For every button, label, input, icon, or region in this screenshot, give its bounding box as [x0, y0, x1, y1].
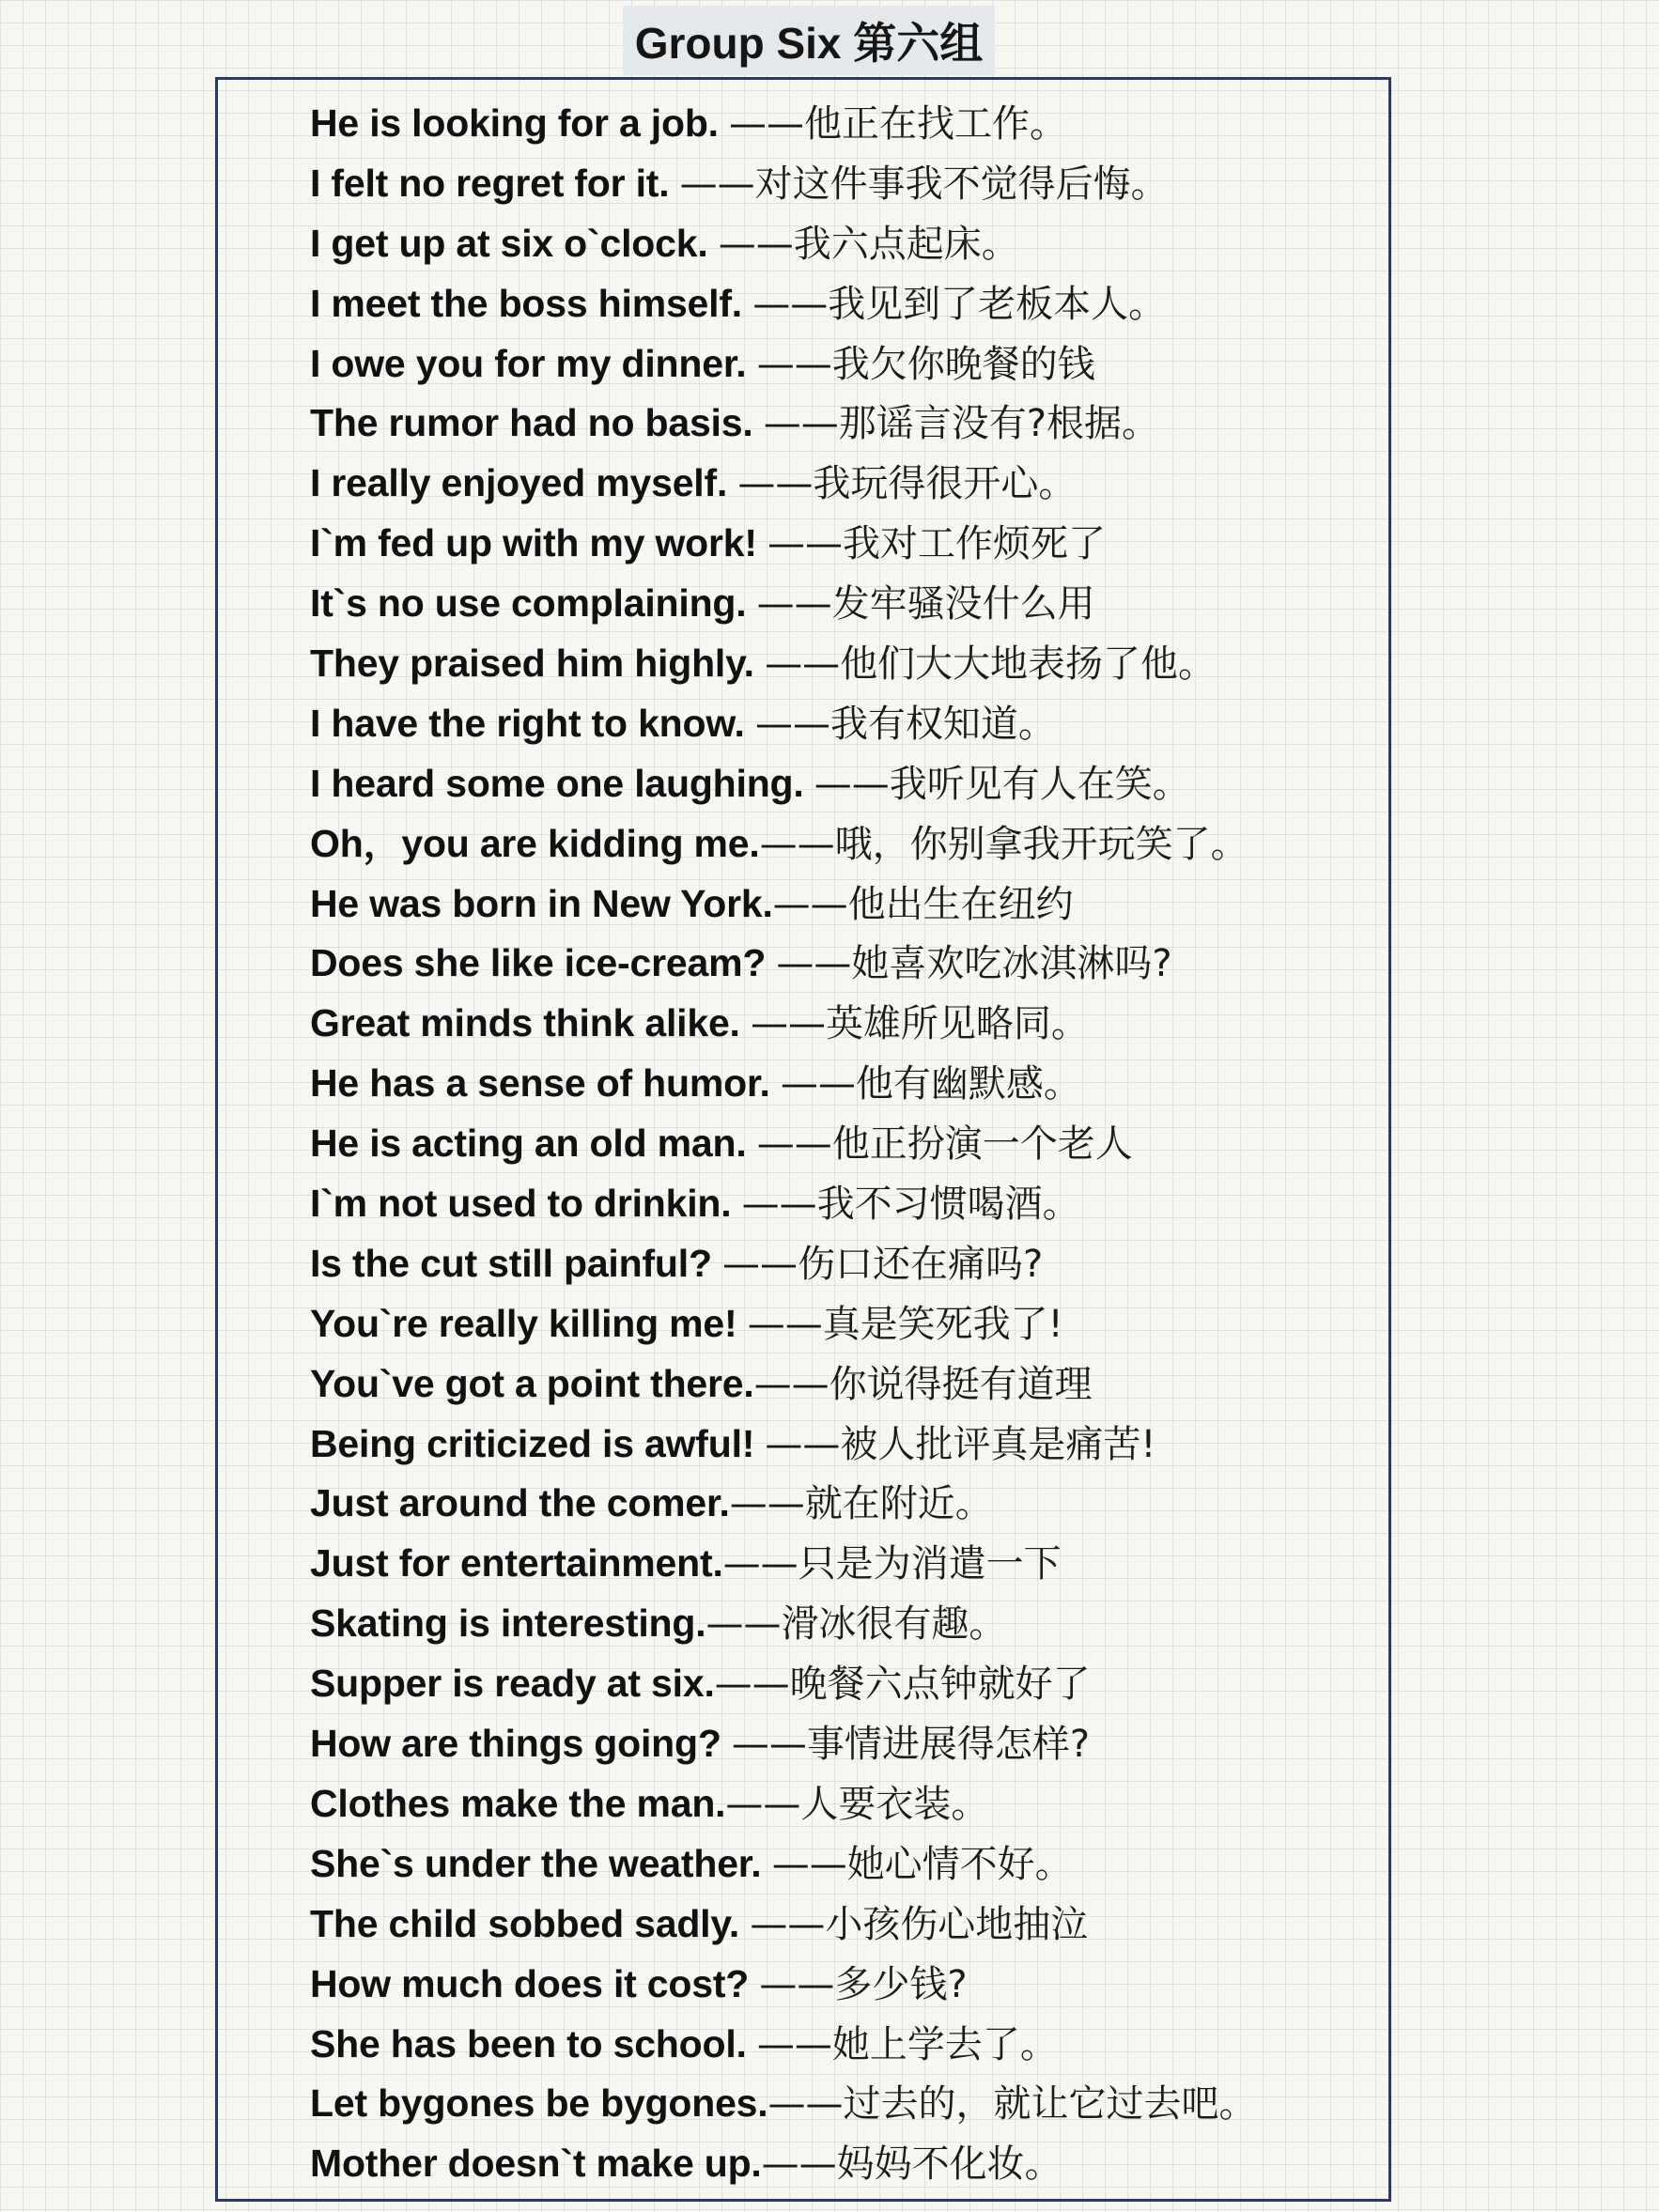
english-sentence: Just around the comer. — [310, 1481, 730, 1525]
page-title: Group Six 第六组 — [623, 6, 995, 75]
phrase-line — [310, 274, 1390, 334]
phrase-line — [310, 2074, 1390, 2134]
english-sentence: Let bygones be bygones. — [310, 2081, 768, 2126]
english-sentence: I get up at six o`clock. — [310, 221, 719, 265]
phrase-line — [310, 754, 1390, 814]
chinese-translation: ——小孩伤心地抽泣 — [750, 1902, 1089, 1946]
chinese-translation: ——真是笑死我了! — [747, 1302, 1063, 1346]
english-sentence: I really enjoyed myself. — [310, 461, 738, 505]
phrase-line — [310, 394, 1390, 454]
phrase-line — [310, 1834, 1390, 1895]
phrase-line — [310, 1534, 1390, 1594]
chinese-translation: ——事情进展得怎样? — [731, 1723, 1091, 1767]
phrase-line — [310, 634, 1390, 694]
phrase-line — [310, 1714, 1390, 1774]
chinese-translation: ——就在附近。 — [729, 1482, 993, 1526]
phrase-line — [310, 1114, 1390, 1174]
phrase-line — [310, 334, 1390, 394]
phrase-line — [310, 1594, 1390, 1654]
chinese-translation: ——她喜欢吃冰淇淋吗? — [776, 942, 1172, 986]
chinese-translation: ——那谣言没有?根据。 — [763, 402, 1159, 446]
chinese-translation: ——她上学去了。 — [756, 2022, 1058, 2066]
english-sentence: You`re really killing me! — [310, 1301, 748, 1345]
english-sentence: He is looking for a job. — [310, 101, 730, 145]
chinese-translation: ——英雄所见略同。 — [750, 1002, 1089, 1046]
chinese-translation: ——哦，你别拿我开玩笑了。 — [759, 822, 1248, 866]
english-sentence: She`s under the weather. — [310, 1841, 772, 1885]
english-sentence: How much does it cost? — [310, 1961, 760, 2005]
chinese-translation: ——对这件事我不觉得后悔。 — [679, 162, 1169, 206]
chinese-translation: ——发牢骚没什么用 — [756, 582, 1095, 626]
phrase-line — [310, 574, 1390, 634]
english-sentence: Skating is interesting. — [310, 1601, 706, 1646]
chinese-translation: ——他出生在纽约 — [772, 882, 1074, 926]
english-sentence: I owe you for my dinner. — [310, 341, 757, 385]
phrase-line — [310, 1294, 1390, 1354]
phrase-line — [310, 1174, 1390, 1234]
phrase-line — [310, 1354, 1390, 1415]
chinese-translation: ——多少钱? — [759, 1962, 968, 2006]
english-sentence: How are things going? — [310, 1722, 732, 1766]
english-sentence: I`m fed up with my work! — [310, 521, 768, 565]
english-sentence: Does she like ice-cream? — [310, 941, 777, 985]
phrase-line — [310, 1654, 1390, 1714]
phrase-line — [310, 2134, 1390, 2194]
phrase-line — [310, 1054, 1390, 1114]
english-sentence: He has a sense of humor. — [310, 1061, 781, 1106]
phrase-line — [310, 814, 1390, 874]
chinese-translation: ——滑冰很有趣。 — [705, 1602, 1007, 1647]
chinese-translation: ——晚餐六点钟就好了 — [714, 1663, 1091, 1707]
chinese-translation: ——你说得挺有道理 — [753, 1362, 1093, 1406]
english-sentence: The rumor had no basis. — [310, 401, 764, 445]
chinese-translation: ——我不习惯喝酒。 — [741, 1183, 1080, 1227]
chinese-translation: ——我听见有人在笑。 — [814, 762, 1190, 806]
phrase-line — [310, 2015, 1390, 2075]
english-sentence: Great minds think alike. — [310, 1001, 751, 1045]
chinese-translation: ——他正在找工作。 — [729, 102, 1068, 146]
chinese-translation: ——他们大大地表扬了他。 — [765, 642, 1217, 687]
chinese-translation: ——妈妈不化妆。 — [761, 2142, 1062, 2187]
english-sentence: You`ve got a point there. — [310, 1361, 754, 1405]
chinese-translation: ——我有权知道。 — [754, 702, 1056, 746]
english-sentence: Being criticized is awful! — [310, 1421, 766, 1465]
english-sentence: The child sobbed sadly. — [310, 1901, 751, 1945]
phrase-line — [310, 874, 1390, 935]
phrase-line — [310, 154, 1390, 214]
english-sentence: It`s no use complaining. — [310, 581, 757, 626]
english-sentence: I have the right to know. — [310, 701, 755, 745]
phrase-line — [310, 1774, 1390, 1834]
english-sentence: Is the cut still painful? — [310, 1241, 722, 1285]
phrase-line — [310, 994, 1390, 1054]
chinese-translation: ——她心情不好。 — [771, 1842, 1073, 1886]
phrase-line — [310, 1474, 1390, 1534]
chinese-translation: ——我欠你晚餐的钱 — [756, 342, 1095, 386]
phrase-line — [310, 94, 1390, 154]
english-sentence: She has been to school. — [310, 2021, 757, 2065]
chinese-translation: ——过去的，就让它过去吧。 — [767, 2082, 1257, 2127]
english-sentence: They praised him highly. — [310, 642, 766, 686]
english-sentence: I`m not used to drinkin. — [310, 1182, 742, 1226]
english-sentence: I heard some one laughing. — [310, 761, 814, 805]
phrase-line — [310, 694, 1390, 754]
english-sentence: Supper is ready at six. — [310, 1662, 715, 1706]
english-sentence: I felt no regret for it. — [310, 161, 680, 205]
chinese-translation: ——我对工作烦死了 — [767, 522, 1107, 566]
english-sentence: Just for entertainment. — [310, 1541, 723, 1586]
english-sentence: Mother doesn`t make up. — [310, 2142, 762, 2186]
english-sentence: He is acting an old man. — [310, 1121, 757, 1166]
chinese-translation: ——我见到了老板本人。 — [752, 282, 1167, 326]
phrase-line — [310, 214, 1390, 274]
english-sentence: I meet the boss himself. — [310, 281, 753, 325]
phrase-line — [310, 454, 1390, 514]
chinese-translation: ——被人批评真是痛苦! — [765, 1422, 1156, 1466]
phrase-line — [310, 514, 1390, 574]
phrase-line — [310, 1895, 1390, 1955]
phrase-line — [310, 934, 1390, 994]
phrase-line — [310, 1415, 1390, 1475]
chinese-translation: ——他有幽默感。 — [780, 1062, 1081, 1106]
english-sentence: He was born in New York. — [310, 881, 773, 925]
chinese-translation: ——他正扮演一个老人 — [756, 1122, 1133, 1167]
english-sentence: Oh，you are kidding me. — [310, 821, 760, 865]
chinese-translation: ——我玩得很开心。 — [737, 462, 1077, 506]
phrase-line — [310, 1955, 1390, 2015]
english-sentence: Clothes make the man. — [310, 1781, 726, 1825]
phrase-line — [310, 1234, 1390, 1294]
chinese-translation: ——伤口还在痛吗? — [722, 1242, 1044, 1286]
chinese-translation: ——人要衣装。 — [725, 1782, 989, 1826]
chinese-translation: ——我六点起床。 — [718, 222, 1019, 266]
phrase-list — [310, 94, 1390, 2194]
chinese-translation: ——只是为消遣一下 — [722, 1542, 1062, 1586]
